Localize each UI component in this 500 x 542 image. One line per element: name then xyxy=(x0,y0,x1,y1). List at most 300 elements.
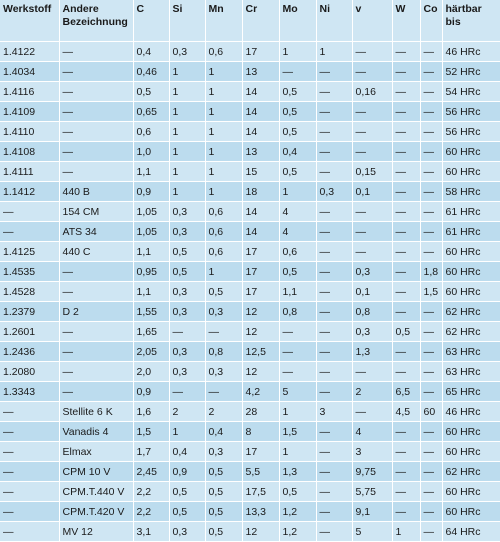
cell-v: 4 xyxy=(352,422,392,442)
cell-cr: 12 xyxy=(242,522,279,542)
cell-mn: 0,4 xyxy=(205,422,242,442)
cell-si: 0,3 xyxy=(169,522,205,542)
cell-cr: 13 xyxy=(242,62,279,82)
cell-werkstoff: 1.4034 xyxy=(0,62,59,82)
cell-c: 1,05 xyxy=(133,202,169,222)
cell-haertbar-bis: 60 HRc xyxy=(442,242,500,262)
cell-si: 1 xyxy=(169,82,205,102)
cell-haertbar-bis: 56 HRc xyxy=(442,102,500,122)
cell-ni: — xyxy=(316,82,352,102)
cell-mn: 2 xyxy=(205,402,242,422)
cell-haertbar-bis: 63 HRc xyxy=(442,362,500,382)
cell-v: — xyxy=(352,402,392,422)
cell-werkstoff: 1.2080 xyxy=(0,362,59,382)
cell-ni: 3 xyxy=(316,402,352,422)
cell-andere-bezeichnung: — xyxy=(59,62,133,82)
cell-si: 1 xyxy=(169,182,205,202)
table-row xyxy=(0,342,500,362)
cell-mo: 5 xyxy=(279,382,316,402)
cell-ni: — xyxy=(316,282,352,302)
header-ni: Ni xyxy=(316,0,352,42)
cell-co: 1,5 xyxy=(420,282,442,302)
header-co: Co xyxy=(420,0,442,42)
cell-co: — xyxy=(420,122,442,142)
cell-v: 0,8 xyxy=(352,302,392,322)
cell-v: — xyxy=(352,202,392,222)
cell-andere-bezeichnung: CPM.T.420 V xyxy=(59,502,133,522)
cell-andere-bezeichnung: 154 CM xyxy=(59,202,133,222)
cell-mn: — xyxy=(205,322,242,342)
cell-si: 1 xyxy=(169,162,205,182)
cell-werkstoff: — xyxy=(0,442,59,462)
cell-werkstoff: — xyxy=(0,462,59,482)
cell-w: — xyxy=(392,162,420,182)
cell-co: — xyxy=(420,302,442,322)
cell-andere-bezeichnung: Vanadis 4 xyxy=(59,422,133,442)
cell-werkstoff: — xyxy=(0,482,59,502)
cell-andere-bezeichnung: CPM 10 V xyxy=(59,462,133,482)
cell-ni: — xyxy=(316,262,352,282)
cell-si: 1 xyxy=(169,102,205,122)
cell-si: 1 xyxy=(169,422,205,442)
cell-ni: — xyxy=(316,342,352,362)
cell-c: 1,55 xyxy=(133,302,169,322)
cell-v: 0,3 xyxy=(352,322,392,342)
cell-andere-bezeichnung: — xyxy=(59,122,133,142)
header-mn: Mn xyxy=(205,0,242,42)
cell-v: — xyxy=(352,142,392,162)
cell-w: — xyxy=(392,82,420,102)
table-row xyxy=(0,522,500,542)
cell-cr: 14 xyxy=(242,102,279,122)
cell-haertbar-bis: 46 HRc xyxy=(442,42,500,62)
table-row xyxy=(0,62,500,82)
cell-v: 5 xyxy=(352,522,392,542)
cell-c: 2,0 xyxy=(133,362,169,382)
cell-ni: — xyxy=(316,102,352,122)
header-andere-bezeichnung: Andere Bezeichnung xyxy=(59,0,133,42)
table-row xyxy=(0,222,500,242)
cell-mo: — xyxy=(279,362,316,382)
cell-si: 1 xyxy=(169,62,205,82)
table-row xyxy=(0,502,500,522)
cell-cr: 13 xyxy=(242,142,279,162)
cell-mo: 1 xyxy=(279,42,316,62)
cell-si: 0,5 xyxy=(169,482,205,502)
header-v: v xyxy=(352,0,392,42)
cell-w: — xyxy=(392,142,420,162)
cell-si: 0,5 xyxy=(169,262,205,282)
cell-werkstoff: — xyxy=(0,522,59,542)
cell-ni: — xyxy=(316,122,352,142)
cell-c: 1,65 xyxy=(133,322,169,342)
cell-mn: 1 xyxy=(205,82,242,102)
cell-haertbar-bis: 60 HRc xyxy=(442,482,500,502)
cell-andere-bezeichnung: Elmax xyxy=(59,442,133,462)
cell-v: — xyxy=(352,242,392,262)
cell-mn: 1 xyxy=(205,102,242,122)
cell-ni: — xyxy=(316,222,352,242)
cell-si: — xyxy=(169,322,205,342)
cell-ni: — xyxy=(316,202,352,222)
cell-v: — xyxy=(352,122,392,142)
cell-andere-bezeichnung: — xyxy=(59,322,133,342)
cell-v: — xyxy=(352,222,392,242)
cell-haertbar-bis: 60 HRc xyxy=(442,502,500,522)
cell-w: — xyxy=(392,262,420,282)
cell-haertbar-bis: 54 HRc xyxy=(442,82,500,102)
cell-w: — xyxy=(392,222,420,242)
cell-si: 0,3 xyxy=(169,282,205,302)
cell-haertbar-bis: 60 HRc xyxy=(442,142,500,162)
cell-v: — xyxy=(352,362,392,382)
cell-si: 0,3 xyxy=(169,362,205,382)
table-row xyxy=(0,402,500,422)
cell-c: 1,1 xyxy=(133,162,169,182)
cell-mo: 0,4 xyxy=(279,142,316,162)
cell-c: 0,46 xyxy=(133,62,169,82)
cell-v: 9,75 xyxy=(352,462,392,482)
cell-w: — xyxy=(392,442,420,462)
cell-cr: 8 xyxy=(242,422,279,442)
cell-ni: — xyxy=(316,242,352,262)
cell-ni: 0,3 xyxy=(316,182,352,202)
cell-haertbar-bis: 56 HRc xyxy=(442,122,500,142)
cell-ni: — xyxy=(316,302,352,322)
cell-andere-bezeichnung: — xyxy=(59,82,133,102)
cell-w: — xyxy=(392,482,420,502)
cell-haertbar-bis: 62 HRc xyxy=(442,462,500,482)
cell-w: — xyxy=(392,122,420,142)
cell-mo: — xyxy=(279,62,316,82)
cell-haertbar-bis: 62 HRc xyxy=(442,322,500,342)
cell-andere-bezeichnung: — xyxy=(59,342,133,362)
cell-mn: 1 xyxy=(205,142,242,162)
cell-haertbar-bis: 61 HRc xyxy=(442,222,500,242)
cell-mo: 1,2 xyxy=(279,522,316,542)
cell-c: 0,65 xyxy=(133,102,169,122)
cell-co: — xyxy=(420,342,442,362)
cell-werkstoff: 1.4108 xyxy=(0,142,59,162)
cell-v: 9,1 xyxy=(352,502,392,522)
cell-mn: 0,6 xyxy=(205,42,242,62)
cell-c: 1,1 xyxy=(133,242,169,262)
table-row xyxy=(0,162,500,182)
cell-andere-bezeichnung: — xyxy=(59,162,133,182)
cell-si: 1 xyxy=(169,142,205,162)
cell-cr: 12 xyxy=(242,302,279,322)
cell-v: 5,75 xyxy=(352,482,392,502)
cell-co: — xyxy=(420,62,442,82)
cell-w: 6,5 xyxy=(392,382,420,402)
cell-si: 0,3 xyxy=(169,222,205,242)
cell-andere-bezeichnung: ATS 34 xyxy=(59,222,133,242)
cell-co: — xyxy=(420,82,442,102)
cell-mo: 4 xyxy=(279,222,316,242)
cell-si: 0,3 xyxy=(169,202,205,222)
cell-cr: 17 xyxy=(242,42,279,62)
cell-cr: 12,5 xyxy=(242,342,279,362)
cell-ni: — xyxy=(316,522,352,542)
table-row xyxy=(0,142,500,162)
cell-mn: 1 xyxy=(205,122,242,142)
cell-cr: 18 xyxy=(242,182,279,202)
cell-c: 1,05 xyxy=(133,222,169,242)
cell-cr: 15 xyxy=(242,162,279,182)
cell-w: 4,5 xyxy=(392,402,420,422)
cell-w: — xyxy=(392,422,420,442)
cell-werkstoff: 1.4122 xyxy=(0,42,59,62)
cell-werkstoff: 1.3343 xyxy=(0,382,59,402)
cell-c: 2,2 xyxy=(133,502,169,522)
cell-mn: 0,3 xyxy=(205,302,242,322)
cell-cr: 17,5 xyxy=(242,482,279,502)
cell-v: 0,1 xyxy=(352,182,392,202)
cell-si: — xyxy=(169,382,205,402)
cell-mo: 0,5 xyxy=(279,262,316,282)
cell-mo: 1,5 xyxy=(279,422,316,442)
table-row xyxy=(0,482,500,502)
cell-co: — xyxy=(420,202,442,222)
cell-haertbar-bis: 60 HRc xyxy=(442,262,500,282)
table-row xyxy=(0,242,500,262)
cell-andere-bezeichnung: Stellite 6 K xyxy=(59,402,133,422)
cell-mn: 0,5 xyxy=(205,462,242,482)
table-row xyxy=(0,282,500,302)
cell-mn: 0,6 xyxy=(205,222,242,242)
cell-mo: 0,5 xyxy=(279,82,316,102)
cell-co: — xyxy=(420,102,442,122)
cell-ni: — xyxy=(316,482,352,502)
cell-werkstoff: 1.4125 xyxy=(0,242,59,262)
cell-w: — xyxy=(392,102,420,122)
cell-co: — xyxy=(420,382,442,402)
cell-mn: 1 xyxy=(205,182,242,202)
cell-w: — xyxy=(392,182,420,202)
cell-co: 60 xyxy=(420,402,442,422)
cell-andere-bezeichnung: — xyxy=(59,142,133,162)
cell-cr: 14 xyxy=(242,82,279,102)
table-row xyxy=(0,182,500,202)
table-row xyxy=(0,422,500,442)
cell-co: — xyxy=(420,522,442,542)
cell-andere-bezeichnung: MV 12 xyxy=(59,522,133,542)
cell-v: 0,15 xyxy=(352,162,392,182)
cell-w: — xyxy=(392,242,420,262)
cell-mn: 0,3 xyxy=(205,442,242,462)
cell-v: 0,3 xyxy=(352,262,392,282)
cell-cr: 12 xyxy=(242,362,279,382)
cell-cr: 12 xyxy=(242,322,279,342)
cell-haertbar-bis: 52 HRc xyxy=(442,62,500,82)
cell-v: 3 xyxy=(352,442,392,462)
cell-c: 1,7 xyxy=(133,442,169,462)
cell-mo: 1 xyxy=(279,442,316,462)
header-mo: Mo xyxy=(279,0,316,42)
cell-mo: 0,5 xyxy=(279,102,316,122)
cell-c: 3,1 xyxy=(133,522,169,542)
cell-ni: — xyxy=(316,142,352,162)
cell-si: 0,5 xyxy=(169,242,205,262)
cell-c: 0,6 xyxy=(133,122,169,142)
cell-w: 0,5 xyxy=(392,322,420,342)
cell-si: 0,3 xyxy=(169,42,205,62)
cell-werkstoff: 1.4111 xyxy=(0,162,59,182)
cell-co: — xyxy=(420,462,442,482)
cell-werkstoff: 1.4535 xyxy=(0,262,59,282)
cell-mo: 1,2 xyxy=(279,502,316,522)
cell-mo: — xyxy=(279,342,316,362)
cell-v: 0,1 xyxy=(352,282,392,302)
cell-haertbar-bis: 58 HRc xyxy=(442,182,500,202)
cell-mo: 1 xyxy=(279,402,316,422)
cell-haertbar-bis: 61 HRc xyxy=(442,202,500,222)
cell-w: — xyxy=(392,342,420,362)
cell-co: — xyxy=(420,242,442,262)
cell-werkstoff: 1.4528 xyxy=(0,282,59,302)
cell-andere-bezeichnung: D 2 xyxy=(59,302,133,322)
cell-w: — xyxy=(392,302,420,322)
cell-cr: 13,3 xyxy=(242,502,279,522)
cell-si: 0,3 xyxy=(169,302,205,322)
cell-mn: 1 xyxy=(205,62,242,82)
cell-cr: 28 xyxy=(242,402,279,422)
cell-co: — xyxy=(420,222,442,242)
cell-mo: 4 xyxy=(279,202,316,222)
cell-w: — xyxy=(392,62,420,82)
cell-werkstoff: — xyxy=(0,202,59,222)
cell-cr: 4,2 xyxy=(242,382,279,402)
cell-w: — xyxy=(392,42,420,62)
table-row xyxy=(0,202,500,222)
table-row xyxy=(0,302,500,322)
cell-werkstoff: 1.2601 xyxy=(0,322,59,342)
cell-haertbar-bis: 63 HRc xyxy=(442,342,500,362)
cell-v: 1,3 xyxy=(352,342,392,362)
cell-co: — xyxy=(420,502,442,522)
cell-ni: — xyxy=(316,162,352,182)
header-cr: Cr xyxy=(242,0,279,42)
table-row xyxy=(0,462,500,482)
cell-co: 1,8 xyxy=(420,262,442,282)
cell-w: — xyxy=(392,282,420,302)
table-row xyxy=(0,42,500,62)
cell-mo: 1 xyxy=(279,182,316,202)
cell-cr: 5,5 xyxy=(242,462,279,482)
cell-mn: 0,5 xyxy=(205,282,242,302)
cell-werkstoff: 1.4110 xyxy=(0,122,59,142)
cell-mo: 0,8 xyxy=(279,302,316,322)
table-row xyxy=(0,262,500,282)
cell-co: — xyxy=(420,422,442,442)
header-si: Si xyxy=(169,0,205,42)
cell-mo: 0,5 xyxy=(279,482,316,502)
cell-ni: — xyxy=(316,382,352,402)
cell-mo: 0,5 xyxy=(279,122,316,142)
cell-c: 2,2 xyxy=(133,482,169,502)
cell-si: 0,5 xyxy=(169,502,205,522)
cell-cr: 14 xyxy=(242,222,279,242)
cell-haertbar-bis: 65 HRc xyxy=(442,382,500,402)
cell-w: 1 xyxy=(392,522,420,542)
cell-mo: — xyxy=(279,322,316,342)
cell-ni: — xyxy=(316,442,352,462)
cell-co: — xyxy=(420,362,442,382)
cell-mn: 1 xyxy=(205,262,242,282)
table-row xyxy=(0,322,500,342)
table-row xyxy=(0,82,500,102)
cell-mn: 0,5 xyxy=(205,482,242,502)
cell-ni: — xyxy=(316,322,352,342)
cell-v: — xyxy=(352,42,392,62)
cell-w: — xyxy=(392,362,420,382)
cell-co: — xyxy=(420,482,442,502)
cell-mo: 0,5 xyxy=(279,162,316,182)
cell-mn: 0,6 xyxy=(205,202,242,222)
cell-v: 2 xyxy=(352,382,392,402)
cell-mn: 0,3 xyxy=(205,362,242,382)
cell-ni: — xyxy=(316,62,352,82)
cell-andere-bezeichnung: 440 C xyxy=(59,242,133,262)
cell-c: 1,6 xyxy=(133,402,169,422)
cell-mo: 1,1 xyxy=(279,282,316,302)
cell-ni: 1 xyxy=(316,42,352,62)
cell-mo: 1,3 xyxy=(279,462,316,482)
cell-c: 1,5 xyxy=(133,422,169,442)
cell-mn: 1 xyxy=(205,162,242,182)
table-body xyxy=(0,42,500,542)
cell-co: — xyxy=(420,162,442,182)
cell-ni: — xyxy=(316,422,352,442)
cell-andere-bezeichnung: 440 B xyxy=(59,182,133,202)
cell-v: 0,16 xyxy=(352,82,392,102)
cell-cr: 17 xyxy=(242,282,279,302)
cell-andere-bezeichnung: — xyxy=(59,362,133,382)
cell-ni: — xyxy=(316,502,352,522)
table-row xyxy=(0,442,500,462)
cell-andere-bezeichnung: CPM.T.440 V xyxy=(59,482,133,502)
cell-c: 2,45 xyxy=(133,462,169,482)
header-w: W xyxy=(392,0,420,42)
cell-w: — xyxy=(392,462,420,482)
cell-mo: 0,6 xyxy=(279,242,316,262)
table-row xyxy=(0,102,500,122)
cell-w: — xyxy=(392,502,420,522)
cell-c: 0,9 xyxy=(133,382,169,402)
cell-c: 2,05 xyxy=(133,342,169,362)
cell-co: — xyxy=(420,322,442,342)
table-row xyxy=(0,362,500,382)
cell-cr: 14 xyxy=(242,202,279,222)
cell-werkstoff: 1.2436 xyxy=(0,342,59,362)
cell-c: 0,95 xyxy=(133,262,169,282)
cell-mn: 0,8 xyxy=(205,342,242,362)
cell-c: 1,0 xyxy=(133,142,169,162)
cell-cr: 17 xyxy=(242,242,279,262)
cell-andere-bezeichnung: — xyxy=(59,102,133,122)
header-row xyxy=(0,0,500,42)
cell-c: 1,1 xyxy=(133,282,169,302)
cell-haertbar-bis: 46 HRc xyxy=(442,402,500,422)
cell-c: 0,5 xyxy=(133,82,169,102)
cell-w: — xyxy=(392,202,420,222)
cell-werkstoff: 1.4109 xyxy=(0,102,59,122)
cell-haertbar-bis: 60 HRc xyxy=(442,442,500,462)
cell-si: 2 xyxy=(169,402,205,422)
cell-haertbar-bis: 60 HRc xyxy=(442,282,500,302)
cell-mn: — xyxy=(205,382,242,402)
cell-si: 0,4 xyxy=(169,442,205,462)
